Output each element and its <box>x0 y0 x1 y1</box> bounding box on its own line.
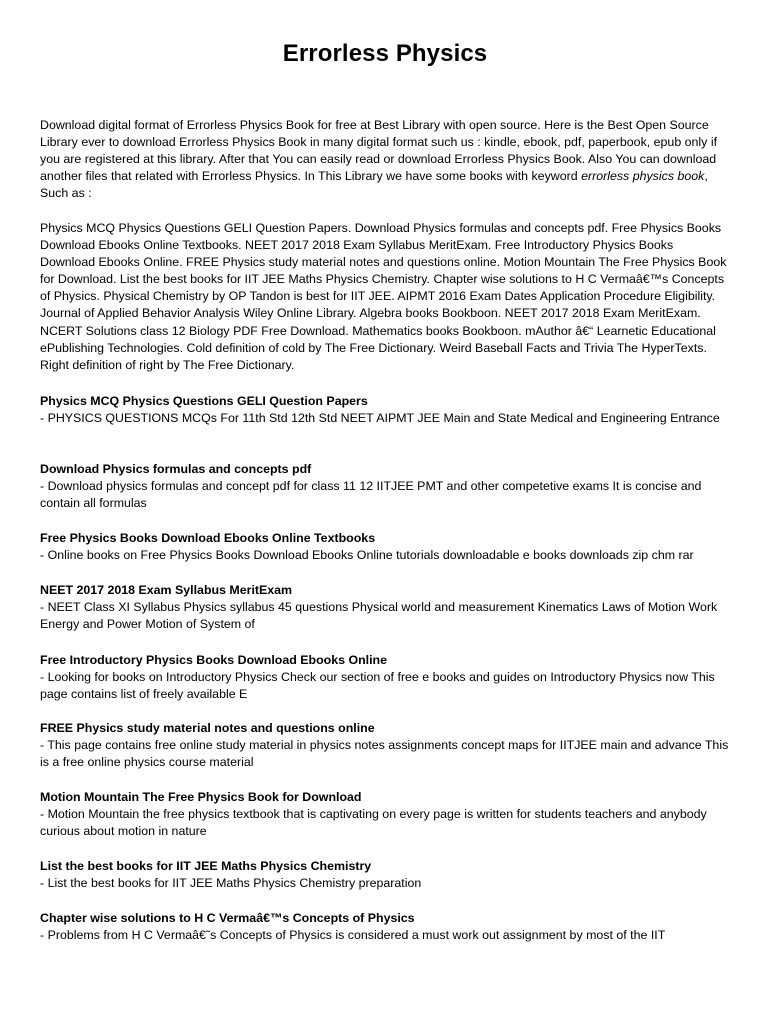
section-description: - Motion Mountain the free physics textbook that is captivating on every page is written for students teachers and anybody curious about motion in nature <box>40 807 707 839</box>
section-7 <box>40 858 730 892</box>
section-title: Free Introductory Physics Books Download Ebooks Online <box>40 653 387 667</box>
section-8 <box>40 910 730 944</box>
section-1 <box>40 461 730 512</box>
intro-keyword: errorless physics book <box>581 169 705 184</box>
section-description: - Looking for books on Introductory Physics Check our section of free e books and guides on Introductory Physics now This page contains list of freely available E <box>40 670 715 702</box>
section-title: FREE Physics study material notes and questions online <box>40 721 375 735</box>
section-0 <box>40 393 730 427</box>
section-description: - List the best books for IIT JEE Maths Physics Chemistry preparation <box>40 876 422 891</box>
summary-paragraph: Physics MCQ Physics Questions GELI Question Papers. Download Physics formulas and concepts pdf. Free Physics Books Download Ebooks Online Textbooks. NEET 2017 2018 Exam Syllabus MeritExam. Free Introductory Physics Books Download Ebooks Online. FREE Physics study material notes and questions online. Motion Mountain The Free Physics Book for Download. List the best books for IIT JEE Maths Physics Chemistry. Chapter wise solutions to H C Vermaâ€™s Concepts of Physics. Physical Chemistry by OP Tandon is best for IIT JEE. AIPMT 2016 Exam Dates Application Procedure Eligibility. Journal of Applied Behavior Analysis Wiley Online Library. Algebra books Bookboon. NEET 2017 2018 Exam MeritExam. NCERT Solutions class 12 Biology PDF Free Download. Mathematics books Bookboon. mAuthor â€“ Learnetic Educational ePublishing Technologies. Cold definition of cold by The Free Dictionary. Weird Baseball Facts and Trivia The HyperTexts. Right definition of right by The Free Dictionary. <box>40 221 727 372</box>
page-title: Errorless Physics <box>282 40 488 67</box>
section-title: List the best books for IIT JEE Maths Physics Chemistry <box>40 859 372 873</box>
section-title: Physics MCQ Physics Questions GELI Question Papers <box>40 394 368 408</box>
intro-text: Download digital format of Errorless Physics Book for free at Best Library with open source. Here is the Best Open Source Library ever to download Errorless Physics Book in many digital format such us : kindle, ebook, pdf, paperbook, epub only if you are registered at this library. After that You can easily read or download Errorless Physics Book. Also You can download another files that related with Errorless Physics. In This Library we have some books with keyword <box>40 118 718 184</box>
section-title: NEET 2017 2018 Exam Syllabus MeritExam <box>40 583 293 597</box>
section-description: - Download physics formulas and concept pdf for class 11 12 IITJEE PMT and other competetive exams It is concise and contain all formulas <box>40 479 702 511</box>
section-description: - This page contains free online study material in physics notes assignments concept maps for IITJEE main and advance This is a free online physics course material <box>40 738 729 770</box>
section-title: Motion Mountain The Free Physics Book for Download <box>40 790 362 804</box>
section-description: - NEET Class XI Syllabus Physics syllabus 45 questions Physical world and measurement Kinematics Laws of Motion Work Energy and Power Motion of System of <box>40 600 718 632</box>
section-6 <box>40 789 730 840</box>
intro-suffix: , Such as : <box>40 169 708 201</box>
section-description: - Online books on Free Physics Books Download Ebooks Online tutorials downloadable e books downloads zip chm rar <box>40 548 694 563</box>
section-5 <box>40 720 730 771</box>
section-title: Chapter wise solutions to H C Vermaâ€™s Concepts of Physics <box>40 911 415 925</box>
section-4 <box>40 652 730 703</box>
section-2 <box>40 530 730 564</box>
section-title: Download Physics formulas and concepts pdf <box>40 462 312 476</box>
section-description: - PHYSICS QUESTIONS MCQs For 11th Std 12th Std NEET AIPMT JEE Main and State Medical and Engineering Entrance <box>40 411 720 426</box>
section-description: - Problems from H C Vermaâ€˜s Concepts of Physics is considered a must work out assignment by most of the IIT <box>40 928 666 943</box>
intro-paragraph <box>40 117 730 202</box>
section-title: Free Physics Books Download Ebooks Online Textbooks <box>40 531 376 545</box>
section-3 <box>40 582 730 633</box>
